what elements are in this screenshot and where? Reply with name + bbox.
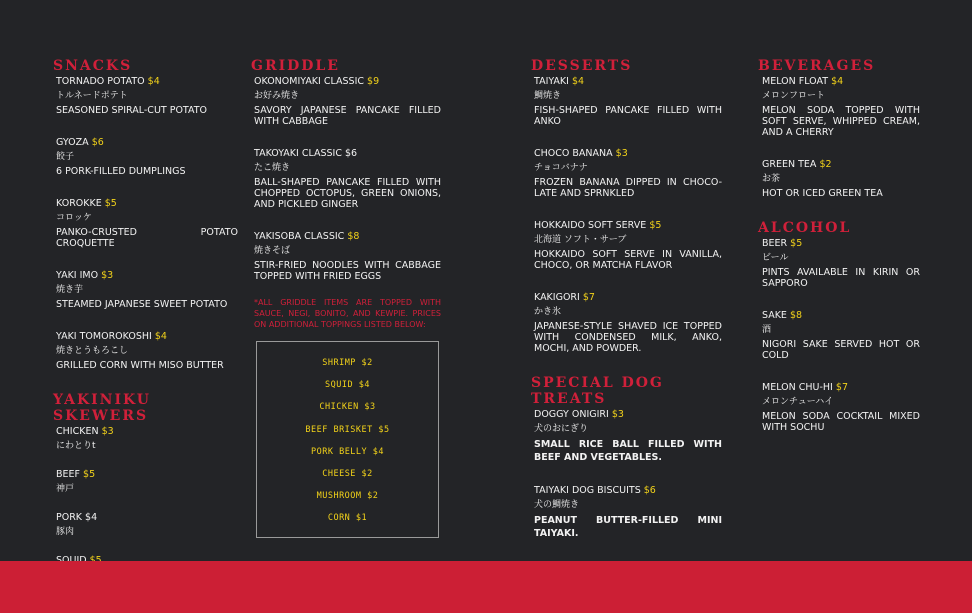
- item-price: $4: [154, 331, 167, 342]
- item-name: BEER: [762, 238, 788, 249]
- item-description: BALL-SHAPED PANCAKE FILLED WITH CHOPPED OCTOPUS, GREEN ONIONS, AND PICKLED GINGER: [254, 177, 441, 210]
- item-price: $6: [91, 137, 104, 148]
- topping-item: MUSHROOM $2: [316, 491, 379, 502]
- skewers-title: YAKINIKU SKEWERS: [53, 392, 151, 424]
- item-japanese: 犬のおにぎり: [534, 424, 589, 434]
- beverages-title: BEVERAGES: [758, 58, 876, 74]
- item-name: SAKE: [762, 310, 787, 321]
- topping-item: CORN $1: [327, 513, 368, 524]
- item-name: OKONOMIYAKI CLASSIC: [254, 76, 365, 87]
- item-description: PEANUT BUTTER-FILLED MINI TAIYAKI.: [534, 515, 722, 539]
- column-1: [53, 58, 238, 584]
- footer-band: [0, 561, 972, 613]
- item-name: TAKOYAKI CLASSIC $6: [254, 148, 358, 159]
- item-name: PORK $4: [56, 512, 98, 523]
- item-price: $8: [789, 310, 803, 321]
- menu-item: [56, 137, 238, 177]
- menu-item: [534, 485, 722, 540]
- toppings-box: [256, 341, 439, 538]
- item-price: $2: [819, 159, 832, 170]
- item-description: STEAMED JAPANESE SWEET POTATO: [56, 299, 228, 310]
- item-price: $5: [649, 220, 662, 231]
- item-description: PINTS AVAILABLE IN KIRIN OR SAPPORO: [762, 267, 920, 289]
- item-name: CHOCO BANANA: [534, 148, 613, 159]
- item-price: $4: [147, 76, 160, 87]
- menu-item: [56, 76, 238, 116]
- item-description: NIGORI SAKE SERVED HOT OR COLD: [762, 339, 920, 361]
- item-japanese: トルネードポテト: [56, 91, 128, 101]
- menu-item: [762, 310, 920, 361]
- column-4: [758, 58, 920, 454]
- item-name: TORNADO POTATO: [56, 76, 145, 87]
- topping-item: PORK BELLY $4: [310, 446, 385, 457]
- item-price: $5: [83, 469, 96, 480]
- griddle-title: GRIDDLE: [251, 58, 340, 74]
- item-description: JAPANESE-STYLE SHAVED ICE TOPPED WITH CONDENSED MILK, ANKO, MOCHI, AND POWDER.: [534, 321, 722, 354]
- item-price: $5: [104, 198, 117, 209]
- menu-item: [56, 426, 238, 452]
- item-price: $7: [582, 292, 595, 303]
- item-japanese: 神戸: [56, 484, 75, 494]
- item-name: KAKIGORI: [534, 292, 580, 303]
- item-japanese: 豚肉: [56, 527, 75, 537]
- item-description: 6 PORK-FILLED DUMPLINGS: [56, 166, 186, 177]
- item-price: $8: [347, 231, 360, 242]
- item-japanese: 犬の鯛焼き: [534, 500, 580, 510]
- item-name: CHICKEN: [56, 426, 99, 437]
- menu-item: [254, 148, 441, 210]
- item-price: $4: [831, 76, 844, 87]
- menu-item: [254, 76, 441, 127]
- item-name: BEEF: [56, 469, 80, 480]
- item-description: SAVORY JAPANESE PANCAKE FILLED WITH CABBAGE: [254, 105, 441, 127]
- item-japanese: お好み焼き: [254, 91, 300, 101]
- menu-item: [762, 159, 920, 199]
- item-description: PANKO-CRUSTED POTATO CROQUETTE: [56, 227, 238, 249]
- item-japanese: たこ焼き: [254, 163, 291, 173]
- item-name: GYOZA: [56, 137, 89, 148]
- item-japanese: お茶: [762, 174, 781, 184]
- item-japanese: 焼き芋: [56, 285, 84, 295]
- menu-item: [534, 292, 722, 354]
- desserts-title: DESSERTS: [531, 58, 633, 74]
- item-japanese: かき氷: [534, 307, 562, 317]
- item-name: TAIYAKI: [534, 76, 569, 87]
- item-japanese: メロンフロート: [762, 91, 826, 101]
- menu-item: [56, 198, 238, 249]
- item-price: $7: [835, 382, 848, 393]
- item-description: SMALL RICE BALL FILLED WITH BEEF AND VEGETABLES.: [534, 439, 722, 463]
- item-name: HOKKAIDO SOFT SERVE: [534, 220, 647, 231]
- item-description: MELON SODA COCKTAIL MIXED WITH SOCHU: [762, 411, 920, 433]
- item-description: HOKKAIDO SOFT SERVE IN VANILLA, CHOCO, OR MATCHA FLAVOR: [534, 249, 722, 271]
- column-3: [531, 58, 722, 561]
- topping-item: SHRIMP $2: [322, 358, 373, 368]
- item-description: HOT OR ICED GREEN TEA: [762, 188, 883, 199]
- item-price: $3: [101, 270, 114, 281]
- item-name: GREEN TEA: [762, 159, 817, 170]
- item-japanese: 酒: [762, 325, 772, 335]
- item-japanese: コロッケ: [56, 213, 92, 223]
- column-2: [251, 58, 441, 330]
- topping-item: CHEESE $2: [322, 468, 373, 479]
- item-name: MELON FLOAT: [762, 76, 829, 87]
- item-price: $3: [101, 426, 114, 437]
- item-japanese: チョコバナナ: [534, 163, 588, 173]
- item-price: $4: [572, 76, 585, 87]
- item-description: FISH-SHAPED PANCAKE FILLED WITH ANKO: [534, 105, 722, 127]
- topping-item: BEEF BRISKET $5: [305, 424, 390, 435]
- item-japanese: メロンチューハイ: [762, 397, 834, 407]
- item-price: $5: [790, 238, 803, 249]
- item-description: SEASONED SPIRAL-CUT POTATO: [56, 105, 208, 116]
- menu-item: [534, 220, 722, 271]
- dog-treats-title: SPECIAL DOG TREATS: [531, 375, 664, 407]
- menu-item: [762, 238, 920, 289]
- item-japanese: 焼きそば: [254, 246, 291, 256]
- item-japanese: 餃子: [56, 152, 75, 162]
- item-price: $9: [367, 76, 380, 87]
- menu-item: [762, 382, 920, 433]
- item-description: MELON SODA TOPPED WITH SOFT SERVE, WHIPPED CREAM, AND A CHERRY: [762, 105, 920, 138]
- item-japanese: にわとりt: [56, 441, 96, 451]
- menu-item: [534, 148, 722, 199]
- topping-item: SQUID $4: [325, 380, 370, 391]
- item-price: $6: [643, 485, 656, 496]
- item-name: YAKISOBA CLASSIC: [254, 231, 345, 242]
- item-description: FROZEN BANANA DIPPED IN CHOCO-LATE AND SPRNKLED: [534, 177, 722, 199]
- item-price: $3: [615, 148, 628, 159]
- item-name: KOROKKE: [56, 198, 102, 209]
- item-price: $3: [611, 409, 624, 420]
- snacks-title: SNACKS: [53, 58, 133, 74]
- item-name: TAIYAKI DOG BISCUITS: [534, 485, 641, 496]
- item-description: STIR-FRIED NOODLES WITH CABBAGE TOPPED WITH FRIED EGGS: [254, 260, 441, 282]
- menu-item: [534, 76, 722, 127]
- menu-item: [56, 331, 238, 371]
- menu-item: [534, 409, 722, 464]
- menu-item: [56, 512, 238, 538]
- item-japanese: 鯛焼き: [534, 91, 562, 101]
- item-name: YAKI IMO: [56, 270, 99, 281]
- item-description: GRILLED CORN WITH MISO BUTTER: [56, 360, 224, 371]
- topping-item: CHICKEN $3: [319, 402, 376, 413]
- menu-item: [56, 270, 238, 310]
- griddle-toppings-note: *ALL GRIDDLE ITEMS ARE TOPPED WITH SAUCE, NEGI, BONITO, AND KEWPIE. PRICES ON ADDITIONAL TOPPINGS LISTED BELOW:: [254, 298, 441, 329]
- menu-item: [254, 231, 441, 282]
- alcohol-title: ALCOHOL: [758, 220, 852, 236]
- item-japanese: ビール: [762, 253, 789, 263]
- item-name: YAKI TOMOROKOSHI: [56, 331, 152, 342]
- item-japanese: 焼きとうもろこし: [56, 346, 129, 356]
- item-japanese: 北海道 ソフト・サーブ: [534, 235, 627, 245]
- menu-item: [56, 469, 238, 495]
- item-name: DOGGY ONIGIRI: [534, 409, 609, 420]
- item-name: MELON CHU-HI: [762, 382, 833, 393]
- menu-item: [762, 76, 920, 138]
